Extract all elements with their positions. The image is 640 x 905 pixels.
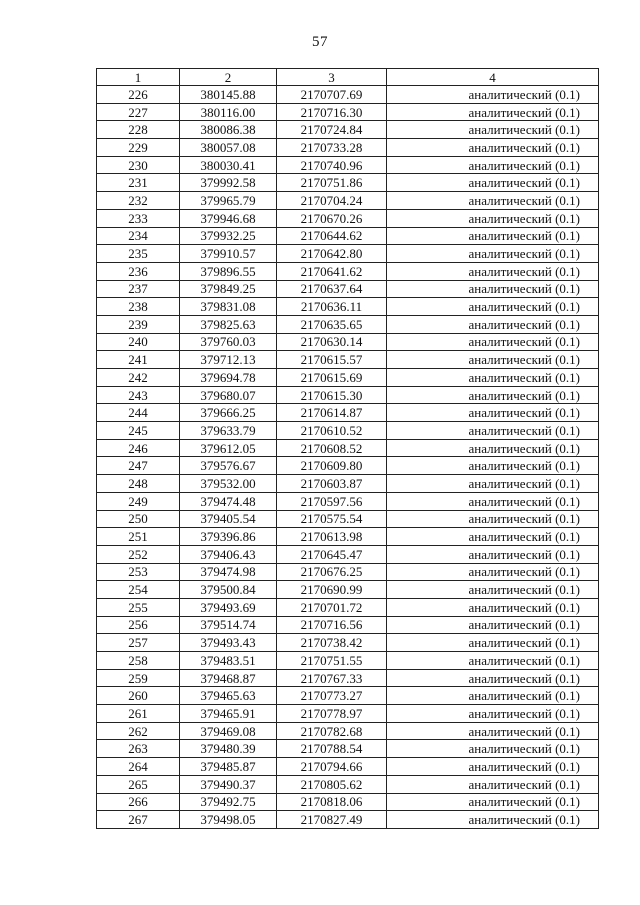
x-coordinate-cell: 379760.03	[180, 333, 277, 351]
y-coordinate-cell: 2170788.54	[277, 740, 387, 758]
point-number-cell: 260	[97, 687, 180, 705]
y-coordinate-cell: 2170716.56	[277, 616, 387, 634]
point-number-cell: 263	[97, 740, 180, 758]
page-number: 57	[312, 34, 328, 50]
method-cell: аналитический (0.1)	[387, 669, 599, 687]
table-row	[97, 616, 599, 634]
y-coordinate-cell: 2170676.25	[277, 563, 387, 581]
point-number-cell: 232	[97, 192, 180, 210]
y-coordinate-cell: 2170794.66	[277, 758, 387, 776]
point-number-cell: 244	[97, 404, 180, 422]
method-cell: аналитический (0.1)	[387, 492, 599, 510]
x-coordinate-cell: 379465.63	[180, 687, 277, 705]
x-coordinate-cell: 379694.78	[180, 369, 277, 387]
point-number-cell: 231	[97, 174, 180, 192]
table-row	[97, 422, 599, 440]
table-row	[97, 280, 599, 298]
point-number-cell: 262	[97, 722, 180, 740]
point-number-cell: 254	[97, 581, 180, 599]
x-coordinate-cell: 379480.39	[180, 740, 277, 758]
y-coordinate-cell: 2170773.27	[277, 687, 387, 705]
point-number-cell: 267	[97, 811, 180, 829]
y-coordinate-cell: 2170609.80	[277, 457, 387, 475]
point-number-cell: 251	[97, 528, 180, 546]
method-cell: аналитический (0.1)	[387, 245, 599, 263]
method-cell: аналитический (0.1)	[387, 156, 599, 174]
point-number-cell: 236	[97, 262, 180, 280]
point-number-cell: 248	[97, 475, 180, 493]
point-number-cell: 257	[97, 634, 180, 652]
x-coordinate-cell: 379492.75	[180, 793, 277, 811]
x-coordinate-cell: 379465.91	[180, 705, 277, 723]
point-number-cell: 249	[97, 492, 180, 510]
y-coordinate-cell: 2170642.80	[277, 245, 387, 263]
y-coordinate-cell: 2170740.96	[277, 156, 387, 174]
y-coordinate-cell: 2170778.97	[277, 705, 387, 723]
table-row	[97, 404, 599, 422]
table-row	[97, 457, 599, 475]
point-number-cell: 243	[97, 386, 180, 404]
method-cell: аналитический (0.1)	[387, 192, 599, 210]
point-number-cell: 246	[97, 439, 180, 457]
y-coordinate-cell: 2170644.62	[277, 227, 387, 245]
table-row	[97, 298, 599, 316]
header-row	[97, 69, 599, 86]
point-number-cell: 238	[97, 298, 180, 316]
x-coordinate-cell: 379680.07	[180, 386, 277, 404]
y-coordinate-cell: 2170608.52	[277, 439, 387, 457]
y-coordinate-cell: 2170690.99	[277, 581, 387, 599]
header-col-4: 4	[387, 69, 599, 86]
method-cell: аналитический (0.1)	[387, 740, 599, 758]
table-row	[97, 262, 599, 280]
y-coordinate-cell: 2170827.49	[277, 811, 387, 829]
y-coordinate-cell: 2170733.28	[277, 139, 387, 157]
y-coordinate-cell: 2170724.84	[277, 121, 387, 139]
x-coordinate-cell: 379483.51	[180, 652, 277, 670]
x-coordinate-cell: 379831.08	[180, 298, 277, 316]
x-coordinate-cell: 379910.57	[180, 245, 277, 263]
method-cell: аналитический (0.1)	[387, 652, 599, 670]
y-coordinate-cell: 2170738.42	[277, 634, 387, 652]
table-row	[97, 103, 599, 121]
method-cell: аналитический (0.1)	[387, 369, 599, 387]
y-coordinate-cell: 2170751.55	[277, 652, 387, 670]
x-coordinate-cell: 379896.55	[180, 262, 277, 280]
point-number-cell: 230	[97, 156, 180, 174]
y-coordinate-cell: 2170575.54	[277, 510, 387, 528]
table-row	[97, 439, 599, 457]
method-cell: аналитический (0.1)	[387, 598, 599, 616]
table-row	[97, 811, 599, 829]
table-row	[97, 545, 599, 563]
method-cell: аналитический (0.1)	[387, 811, 599, 829]
method-cell: аналитический (0.1)	[387, 705, 599, 723]
x-coordinate-cell: 379468.87	[180, 669, 277, 687]
y-coordinate-cell: 2170635.65	[277, 315, 387, 333]
method-cell: аналитический (0.1)	[387, 139, 599, 157]
x-coordinate-cell: 379825.63	[180, 315, 277, 333]
y-coordinate-cell: 2170615.57	[277, 351, 387, 369]
y-coordinate-cell: 2170597.56	[277, 492, 387, 510]
x-coordinate-cell: 379712.13	[180, 351, 277, 369]
table-row	[97, 386, 599, 404]
x-coordinate-cell: 379493.43	[180, 634, 277, 652]
point-number-cell: 240	[97, 333, 180, 351]
table-row	[97, 669, 599, 687]
method-cell: аналитический (0.1)	[387, 758, 599, 776]
point-number-cell: 261	[97, 705, 180, 723]
y-coordinate-cell: 2170767.33	[277, 669, 387, 687]
method-cell: аналитический (0.1)	[387, 351, 599, 369]
table-row	[97, 351, 599, 369]
point-number-cell: 228	[97, 121, 180, 139]
point-number-cell: 252	[97, 545, 180, 563]
table-row	[97, 245, 599, 263]
table-row	[97, 369, 599, 387]
table-row	[97, 510, 599, 528]
y-coordinate-cell: 2170704.24	[277, 192, 387, 210]
method-cell: аналитический (0.1)	[387, 722, 599, 740]
x-coordinate-cell: 379965.79	[180, 192, 277, 210]
header-col-2: 2	[180, 69, 277, 86]
x-coordinate-cell: 380030.41	[180, 156, 277, 174]
x-coordinate-cell: 379405.54	[180, 510, 277, 528]
method-cell: аналитический (0.1)	[387, 775, 599, 793]
method-cell: аналитический (0.1)	[387, 634, 599, 652]
method-cell: аналитический (0.1)	[387, 209, 599, 227]
x-coordinate-cell: 379992.58	[180, 174, 277, 192]
point-number-cell: 241	[97, 351, 180, 369]
method-cell: аналитический (0.1)	[387, 422, 599, 440]
table-row	[97, 209, 599, 227]
x-coordinate-cell: 380116.00	[180, 103, 277, 121]
table-row	[97, 174, 599, 192]
table-row	[97, 192, 599, 210]
table-row	[97, 722, 599, 740]
x-coordinate-cell: 379849.25	[180, 280, 277, 298]
y-coordinate-cell: 2170615.30	[277, 386, 387, 404]
point-number-cell: 264	[97, 758, 180, 776]
x-coordinate-cell: 379498.05	[180, 811, 277, 829]
method-cell: аналитический (0.1)	[387, 103, 599, 121]
point-number-cell: 258	[97, 652, 180, 670]
y-coordinate-cell: 2170805.62	[277, 775, 387, 793]
y-coordinate-cell: 2170637.64	[277, 280, 387, 298]
point-number-cell: 250	[97, 510, 180, 528]
table-row	[97, 528, 599, 546]
point-number-cell: 239	[97, 315, 180, 333]
x-coordinate-cell: 379666.25	[180, 404, 277, 422]
y-coordinate-cell: 2170701.72	[277, 598, 387, 616]
x-coordinate-cell: 379406.43	[180, 545, 277, 563]
table-row	[97, 156, 599, 174]
point-number-cell: 256	[97, 616, 180, 634]
x-coordinate-cell: 379633.79	[180, 422, 277, 440]
table-header	[97, 69, 599, 86]
point-number-cell: 235	[97, 245, 180, 263]
method-cell: аналитический (0.1)	[387, 457, 599, 475]
coordinates-table	[96, 68, 599, 829]
table-row	[97, 705, 599, 723]
header-col-3: 3	[277, 69, 387, 86]
point-number-cell: 227	[97, 103, 180, 121]
y-coordinate-cell: 2170645.47	[277, 545, 387, 563]
table-row	[97, 475, 599, 493]
method-cell: аналитический (0.1)	[387, 280, 599, 298]
method-cell: аналитический (0.1)	[387, 793, 599, 811]
method-cell: аналитический (0.1)	[387, 528, 599, 546]
x-coordinate-cell: 379474.98	[180, 563, 277, 581]
table-row	[97, 775, 599, 793]
y-coordinate-cell: 2170615.69	[277, 369, 387, 387]
table-row	[97, 227, 599, 245]
x-coordinate-cell: 379932.25	[180, 227, 277, 245]
y-coordinate-cell: 2170782.68	[277, 722, 387, 740]
method-cell: аналитический (0.1)	[387, 315, 599, 333]
point-number-cell: 259	[97, 669, 180, 687]
method-cell: аналитический (0.1)	[387, 687, 599, 705]
x-coordinate-cell: 379493.69	[180, 598, 277, 616]
method-cell: аналитический (0.1)	[387, 333, 599, 351]
method-cell: аналитический (0.1)	[387, 298, 599, 316]
y-coordinate-cell: 2170716.30	[277, 103, 387, 121]
point-number-cell: 255	[97, 598, 180, 616]
x-coordinate-cell: 379946.68	[180, 209, 277, 227]
x-coordinate-cell: 380145.88	[180, 86, 277, 104]
x-coordinate-cell: 379576.67	[180, 457, 277, 475]
table-row	[97, 793, 599, 811]
point-number-cell: 233	[97, 209, 180, 227]
table-row	[97, 598, 599, 616]
x-coordinate-cell: 379474.48	[180, 492, 277, 510]
point-number-cell: 229	[97, 139, 180, 157]
y-coordinate-cell: 2170613.98	[277, 528, 387, 546]
method-cell: аналитический (0.1)	[387, 439, 599, 457]
point-number-cell: 253	[97, 563, 180, 581]
header-col-1: 1	[97, 69, 180, 86]
table-row	[97, 652, 599, 670]
point-number-cell: 265	[97, 775, 180, 793]
table-row	[97, 687, 599, 705]
x-coordinate-cell: 379469.08	[180, 722, 277, 740]
x-coordinate-cell: 379396.86	[180, 528, 277, 546]
point-number-cell: 234	[97, 227, 180, 245]
point-number-cell: 242	[97, 369, 180, 387]
method-cell: аналитический (0.1)	[387, 174, 599, 192]
table-row	[97, 634, 599, 652]
y-coordinate-cell: 2170670.26	[277, 209, 387, 227]
x-coordinate-cell: 380086.38	[180, 121, 277, 139]
method-cell: аналитический (0.1)	[387, 545, 599, 563]
method-cell: аналитический (0.1)	[387, 563, 599, 581]
table-row	[97, 563, 599, 581]
x-coordinate-cell: 380057.08	[180, 139, 277, 157]
method-cell: аналитический (0.1)	[387, 262, 599, 280]
table-row	[97, 315, 599, 333]
x-coordinate-cell: 379500.84	[180, 581, 277, 599]
method-cell: аналитический (0.1)	[387, 121, 599, 139]
method-cell: аналитический (0.1)	[387, 581, 599, 599]
table-row	[97, 333, 599, 351]
method-cell: аналитический (0.1)	[387, 227, 599, 245]
point-number-cell: 247	[97, 457, 180, 475]
method-cell: аналитический (0.1)	[387, 404, 599, 422]
x-coordinate-cell: 379532.00	[180, 475, 277, 493]
table-body	[97, 86, 599, 829]
x-coordinate-cell: 379490.37	[180, 775, 277, 793]
y-coordinate-cell: 2170636.11	[277, 298, 387, 316]
point-number-cell: 237	[97, 280, 180, 298]
y-coordinate-cell: 2170630.14	[277, 333, 387, 351]
method-cell: аналитический (0.1)	[387, 386, 599, 404]
y-coordinate-cell: 2170707.69	[277, 86, 387, 104]
y-coordinate-cell: 2170818.06	[277, 793, 387, 811]
method-cell: аналитический (0.1)	[387, 510, 599, 528]
method-cell: аналитический (0.1)	[387, 616, 599, 634]
x-coordinate-cell: 379514.74	[180, 616, 277, 634]
y-coordinate-cell: 2170603.87	[277, 475, 387, 493]
table-row	[97, 86, 599, 104]
y-coordinate-cell: 2170610.52	[277, 422, 387, 440]
point-number-cell: 266	[97, 793, 180, 811]
table-row	[97, 492, 599, 510]
table-row	[97, 581, 599, 599]
method-cell: аналитический (0.1)	[387, 86, 599, 104]
table-row	[97, 139, 599, 157]
y-coordinate-cell: 2170641.62	[277, 262, 387, 280]
table-row	[97, 121, 599, 139]
y-coordinate-cell: 2170614.87	[277, 404, 387, 422]
point-number-cell: 226	[97, 86, 180, 104]
method-cell: аналитический (0.1)	[387, 475, 599, 493]
x-coordinate-cell: 379612.05	[180, 439, 277, 457]
point-number-cell: 245	[97, 422, 180, 440]
table-row	[97, 740, 599, 758]
x-coordinate-cell: 379485.87	[180, 758, 277, 776]
y-coordinate-cell: 2170751.86	[277, 174, 387, 192]
table-row	[97, 758, 599, 776]
